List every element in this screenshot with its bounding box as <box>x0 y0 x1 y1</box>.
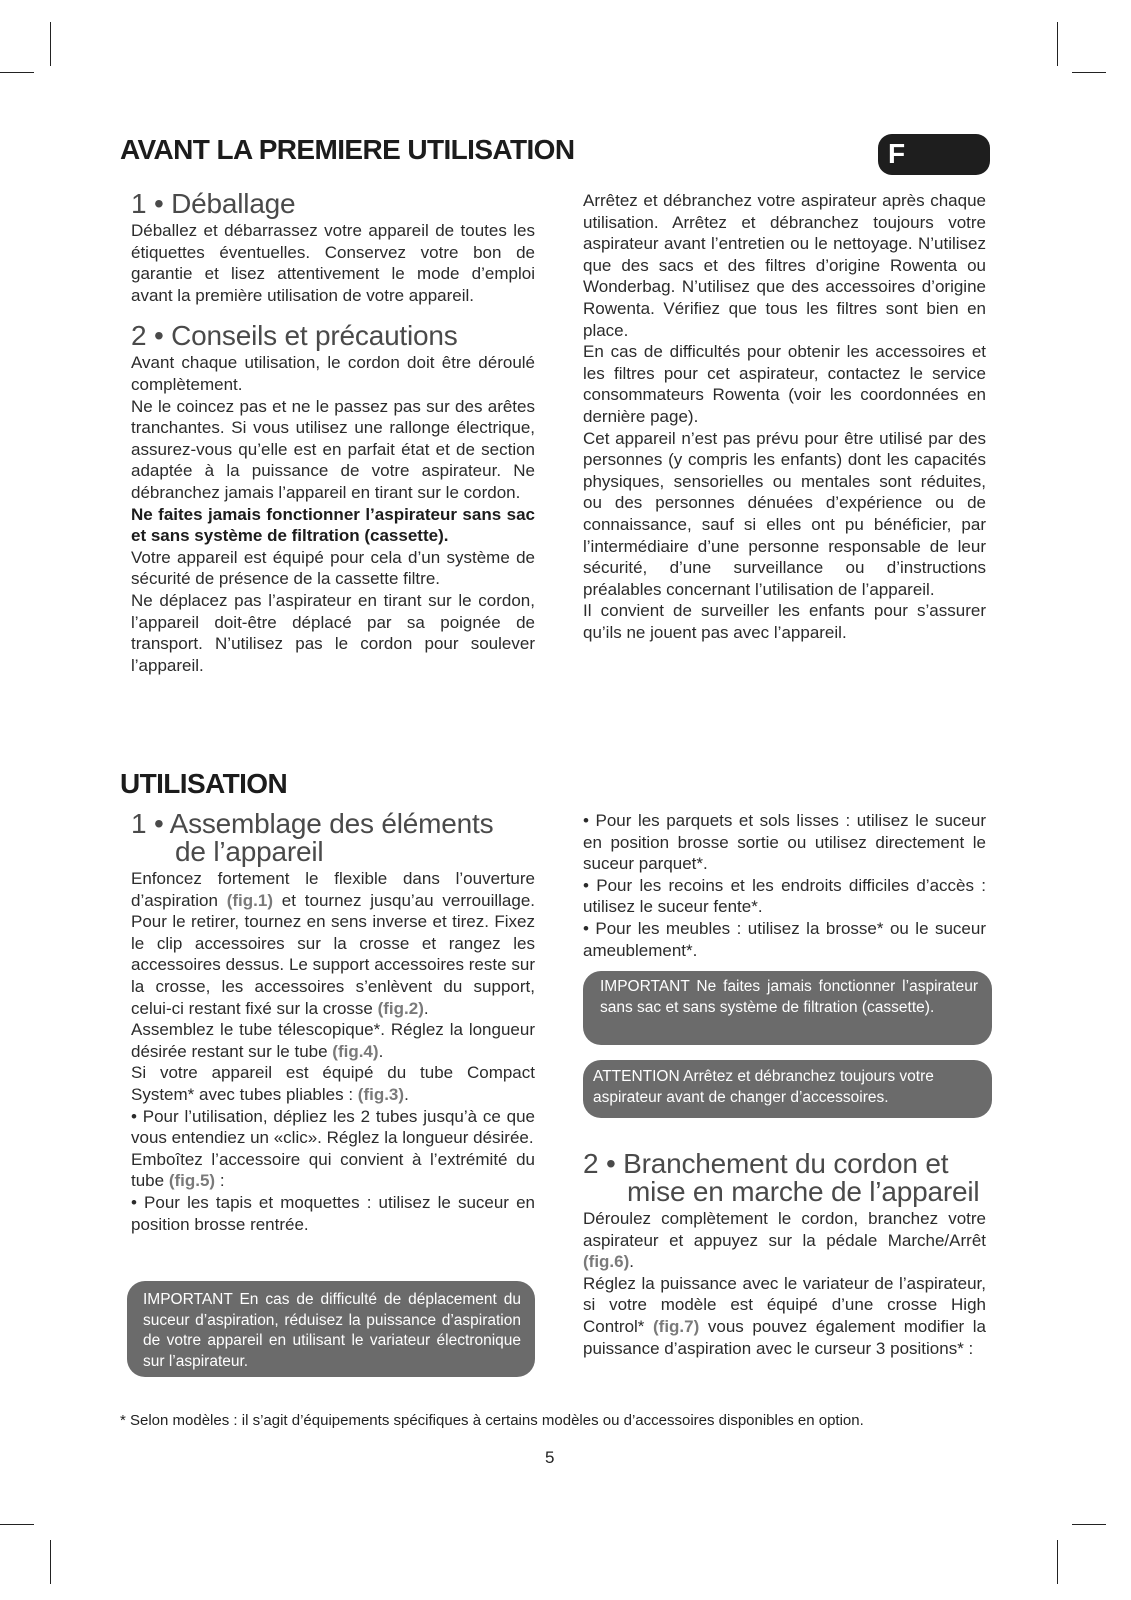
footnote: * Selon modèles : il s’agit d’équipements spécifiques à certains modèles ou d’accessoires disponibles en option. <box>120 1412 864 1429</box>
fig-4-reference: (fig.4) <box>332 1041 379 1061</box>
advice-paragraph-4: Ne déplacez pas l’aspirateur en tirant sur le cordon, l’appareil doit-être déplacé par sa poignée de transport. N’utilisez pas le cordon pour soulever l’appareil. <box>131 590 535 675</box>
section-unpacking-title: 1 • Déballage <box>131 188 296 219</box>
advice-paragraph-3: Votre appareil est équipé pour cela d’un système de sécurité de présence de la cassette filtre. <box>131 547 535 589</box>
assembly-paragraph-4: • Pour l’utilisation, dépliez les 2 tubes jusqu’à ce que vous entendiez un «clic». Réglez la longueur désirée. <box>131 1106 535 1148</box>
assembly-paragraph-5: Emboîtez l’accessoire qui convient à l’extrémité du tube (fig.5) : <box>131 1149 535 1191</box>
floor-type-corners: • Pour les recoins et les endroits difficiles d’accès : utilisez le suceur fente*. <box>583 875 986 917</box>
power-paragraph-1: Déroulez complètement le cordon, branchez votre aspirateur et appuyez sur la pédale Marche/Arrêt (fig.6). <box>583 1209 986 1272</box>
language-badge: F <box>878 134 990 175</box>
fig-2-reference: (fig.2) <box>377 998 424 1018</box>
crop-mark-bottom-right-vertical <box>1057 1540 1058 1584</box>
fig-1-reference: (fig.1) <box>226 890 274 910</box>
assembly-paragraph-1: Enfoncez fortement le flexible dans l’ouverture d’aspiration (fig.1) et tournez jusqu’au verrouillage. Pour le retirer, tournez en sens inverse et tirez. Fixez le clip accessoires sur la crosse et rangez les accessoires dessus. Le support accessoires reste sur la crosse, les accessoires s’enlèvent du support, celui-ci restant fixé sur la crosse (fig.2). <box>131 869 535 1018</box>
fig-3-reference: (fig.3) <box>357 1084 405 1104</box>
power-title-line-1: 2 • Branchement du cordon et <box>583 1148 949 1179</box>
fig-5-reference: (fig.5) <box>168 1171 216 1191</box>
before-right-column <box>583 190 986 643</box>
power-paragraph-2: Réglez la puissance avec le variateur de l’aspirateur, si votre modèle est équipé d’une crosse High Control* (fig.7) vous pouvez également modifier la puissance d’aspiration avec le curseur 3 positions* : <box>583 1273 986 1358</box>
page-number: 5 <box>545 1448 555 1467</box>
safety-paragraph-3: Cet appareil n’est pas prévu pour être utilisé par des personnes (y compris les enfants) dont les capacités physiques, sensorielles ou mentales sont réduites, ou des personnes dénuées d’expérience ou de connaissance, sauf si elles ont pu bénéficier, par l’intermédiaire d’une personne responsable de leur sécurité, d’une surveillance ou d’instructions préalables concernant l’utilisation de l’appareil. <box>583 428 986 599</box>
attention-notice-box: ATTENTION Arrêtez et débranchez toujours votre aspirateur avant de changer d’accessoires. <box>583 1060 992 1118</box>
crop-mark-top-right-horizontal <box>1072 72 1106 73</box>
unpacking-text: Déballez et débarrassez votre appareil de toutes les étiquettes éventuelles. Conservez votre bon de garantie et lisez attentivement le mode d’emploi avant la première utilisation de votre appareil. <box>131 221 535 305</box>
section-advice-title: 2 • Conseils et précautions <box>131 320 458 352</box>
heading-usage: UTILISATION <box>120 768 288 799</box>
usage-left-column <box>131 810 535 1235</box>
advice-paragraph-2: Ne le coincez pas et ne le passez pas sur des arêtes tranchantes. Si vous utilisez une rallonge électrique, assurez-vous qu’elle est en parfait état et de section adaptée à la puissance de votre aspirateur. Ne débranchez jamais l’appareil en tirant sur le cordon. <box>131 396 535 502</box>
crop-mark-top-left-vertical <box>50 22 51 66</box>
fig-7-reference: (fig.7) <box>653 1316 700 1336</box>
crop-mark-top-left-horizontal <box>0 72 34 73</box>
heading-before-first-use: AVANT LA PREMIERE UTILISATION <box>120 134 575 165</box>
power-title-line-2: mise en marche de l’appareil <box>627 1176 980 1207</box>
crop-mark-bottom-right-horizontal <box>1072 1524 1106 1525</box>
floor-type-parquet: • Pour les parquets et sols lisses : utilisez le suceur en position brosse sortie ou utilisez directement le suceur parquet*. <box>583 811 986 874</box>
assembly-paragraph-2: Assemblez le tube télescopique*. Réglez la longueur désirée restant sur le tube (fig.4). <box>131 1020 535 1061</box>
usage-right-column <box>583 810 986 961</box>
advice-warning-bold: Ne faites jamais fonctionner l’aspirateur sans sac et sans système de filtration (cassette). <box>131 504 535 546</box>
before-left-column <box>131 190 535 676</box>
crop-mark-bottom-left-vertical <box>50 1540 51 1584</box>
crop-mark-top-right-vertical <box>1057 22 1058 66</box>
important-notice-box-right: IMPORTANT Ne faites jamais fonctionner l’aspirateur sans sac et sans système de filtration (cassette). <box>583 971 992 1045</box>
assembly-paragraph-6: • Pour les tapis et moquettes : utilisez le suceur en position brosse rentrée. <box>131 1192 535 1234</box>
section-assembly-title <box>131 810 535 866</box>
assembly-paragraph-3: Si votre appareil est équipé du tube Compact System* avec tubes pliables : (fig.3). <box>131 1063 535 1104</box>
advice-paragraph-1: Avant chaque utilisation, le cordon doit être déroulé complètement. <box>131 353 535 394</box>
safety-paragraph-2: En cas de difficultés pour obtenir les accessoires et les filtres pour cet aspirateur, contactez le service consommateurs Rowenta (voir les coordonnées en dernière page). <box>583 342 986 426</box>
assembly-title-line-1: 1 • Assemblage des éléments <box>131 808 494 839</box>
crop-mark-bottom-left-horizontal <box>0 1524 34 1525</box>
safety-paragraph-4: Il convient de surveiller les enfants pour s’assurer qu’ils ne jouent pas avec l’appareil. <box>583 601 986 642</box>
section-power-title <box>583 1150 986 1206</box>
floor-type-furniture: • Pour les meubles : utilisez la brosse* ou le suceur ameublement*. <box>583 918 986 960</box>
fig-6-reference: (fig.6) <box>583 1252 630 1272</box>
power-section-column <box>583 1150 986 1359</box>
safety-paragraph-1: Arrêtez et débranchez votre aspirateur après chaque utilisation. Arrêtez et débranchez toujours votre aspirateur avant l’entretien ou le nettoyage. N’utilisez que des sacs et des filtres d’origine Rowenta ou Wonderbag. N’utilisez que des accessoires d’origine Rowenta. Vérifiez que tous les filtres sont bien en place. <box>583 191 986 340</box>
important-notice-box-left: IMPORTANT En cas de difficulté de déplacement du suceur d’aspiration, réduisez la puissance d’aspiration de votre appareil en utilisant le variateur électronique sur l’aspirateur. <box>127 1281 535 1377</box>
assembly-title-line-2: de l’appareil <box>175 836 324 867</box>
